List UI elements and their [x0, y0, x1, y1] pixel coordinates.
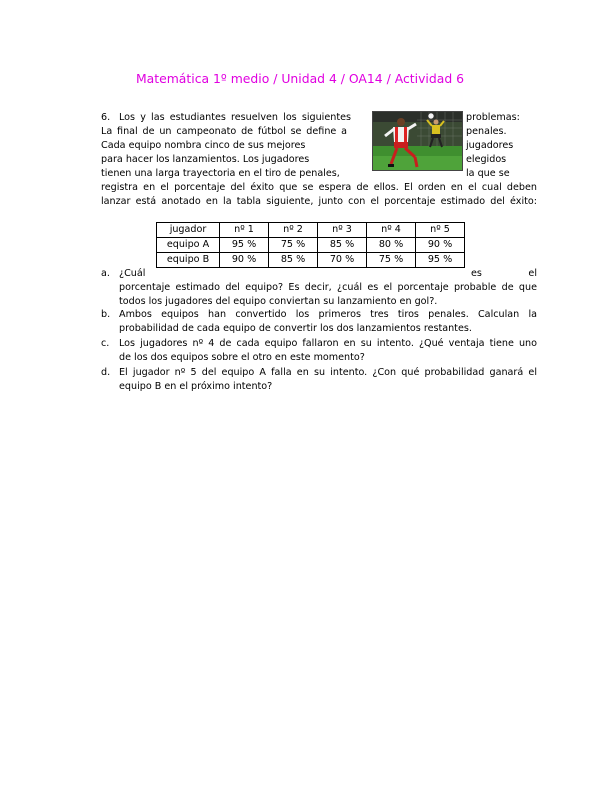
table-header-cell: nº 4 [367, 223, 416, 238]
intro-line-right-5: la que se [466, 168, 510, 179]
table-cell: 85 % [318, 238, 367, 253]
question-text: el [528, 268, 537, 279]
intro-line-right-2: penales. [466, 126, 507, 137]
problem-number: 6. [101, 112, 111, 123]
table-header-row [157, 223, 465, 238]
table-row [157, 253, 465, 268]
question-text: Ambos equipos han convertido los primeros tres tiros penales. Calculan la [119, 309, 537, 320]
question-text: todos los jugadores del equipo conviertan su lanzamiento en gol?. [119, 296, 438, 307]
question-text: El jugador nº 5 del equipo A falla en su intento. ¿Con qué probabilidad ganará el [119, 367, 537, 378]
table-cell: 75 % [269, 238, 318, 253]
table-header-cell: nº 2 [269, 223, 318, 238]
question-text: porcentaje estimado del equipo? Es decir, ¿cuál es el porcentaje probable de que [119, 282, 537, 293]
question-text: equipo B en el próximo intento? [119, 381, 273, 392]
table-header-cell: nº 5 [416, 223, 465, 238]
table-header-cell: nº 1 [220, 223, 269, 238]
question-marker: c. [101, 338, 110, 349]
intro-line-full-2: lanzar está anotado en la tabla siguiente, junto con el porcentaje estimado del éxito: [101, 196, 537, 207]
table-cell: 85 % [269, 253, 318, 268]
question-text: Los jugadores nº 4 de cada equipo fallaron en su intento. ¿Qué ventaja tiene uno [119, 338, 537, 349]
soccer-penalty-photo [372, 111, 463, 171]
success-rate-table [156, 222, 465, 268]
table-cell: 90 % [220, 253, 269, 268]
question-c [101, 337, 537, 365]
question-marker: d. [101, 367, 111, 378]
page-title: Matemática 1º medio / Unidad 4 / OA14 / Actividad 6 [135, 71, 465, 86]
table-cell: 75 % [367, 253, 416, 268]
question-text: ¿Cuál [119, 268, 146, 279]
intro-line-left-4: para hacer los lanzamientos. Los jugadores [101, 154, 310, 165]
intro-line-right-3: jugadores [466, 140, 514, 151]
question-text: es [471, 268, 482, 279]
question-text: probabilidad de cada equipo de convertir los dos lanzamientos restantes. [119, 323, 472, 334]
intro-line-left-2: La final de un campeonato de fútbol se define a [101, 126, 347, 137]
intro-line-left-3: Cada equipo nombra cinco de sus mejores [101, 140, 306, 151]
question-a [101, 267, 537, 309]
intro-line-left-1: Los y las estudiantes resuelven los siguientes [119, 112, 351, 123]
intro-line-right-1: problemas: [466, 112, 520, 123]
table-cell: equipo B [157, 253, 220, 268]
table-cell: 70 % [318, 253, 367, 268]
table-cell: 90 % [416, 238, 465, 253]
question-text: de los dos equipos sobre el otro en este momento? [119, 352, 365, 363]
question-d [101, 366, 537, 394]
table-header-cell: jugador [157, 223, 220, 238]
intro-line-left-5: tienen una larga trayectoria en el tiro de penales, [101, 168, 340, 179]
table-header-cell: nº 3 [318, 223, 367, 238]
intro-line-right-4: elegidos [466, 154, 507, 165]
question-marker: a. [101, 268, 110, 279]
question-marker: b. [101, 309, 111, 320]
table-row [157, 238, 465, 253]
question-b [101, 308, 537, 336]
intro-line-full-1: registra en el porcentaje del éxito que se espera de ellos. El orden en el cual deben [101, 182, 537, 193]
table-cell: 95 % [220, 238, 269, 253]
table-cell: 95 % [416, 253, 465, 268]
table-cell: 80 % [367, 238, 416, 253]
table-cell: equipo A [157, 238, 220, 253]
